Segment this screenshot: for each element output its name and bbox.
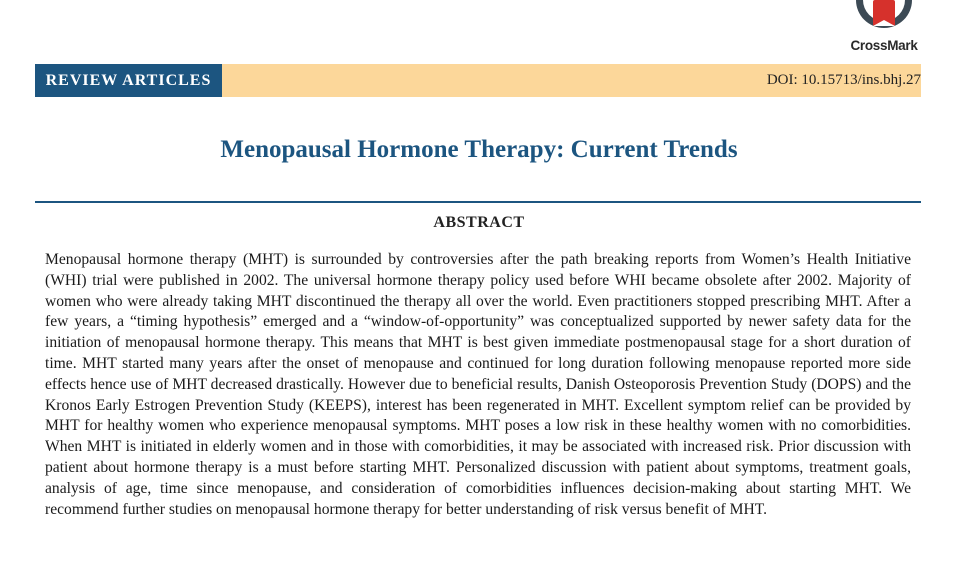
title-divider [35, 201, 921, 203]
crossmark-icon [854, 0, 914, 38]
crossmark-label: CrossMark [850, 38, 918, 53]
section-label: REVIEW ARTICLES [35, 64, 222, 97]
article-title: Menopausal Hormone Therapy: Current Trends [220, 136, 738, 163]
crossmark-badge[interactable] [846, 0, 922, 56]
doi-link[interactable]: DOI: 10.15713/ins.bhj.27 [766, 72, 921, 88]
abstract-text: Menopausal hormone therapy (MHT) is surrounded by controversies after the path breaking reports from Women’s Health Initiative (WHI) trial were published in 2002. The universal hormone therapy policy used before WHI became obsolete after 2002. Majority of women who were already taking MHT discontinued the therapy all over the world. Even practitioners stopped prescribing MHT. After a few years, a “timing hypothesis” emerged and a “window-of-opportunity” was conceptualized supported by newer safety data for the initiation of menopausal hormone therapy. This means that MHT is best given immediate postmenopausal stage for a short duration of time. MHT started many years after the onset of menopause and continued for long duration following menopause reported more side effects hence use of MHT decreased drastically. However due to beneficial results, Danish Osteoporosis Prevention Study (DOPS) and the Kronos Early Estrogen Prevention Study (KEEPS), interest has been regenerated in MHT. Excellent symptom relief can be provided by MHT for healthy women who experience menopausal symptoms. MHT poses a low risk in these healthy women with no comorbidities. When MHT is initiated in elderly women and in those with comorbidities, it may be associated with increased risk. Prior discussion with patient about hormone therapy is a must before starting MHT. Personalized discussion with patient about symptoms, treatment goals, analysis of age, time since menopause, and consideration of comorbidities influences decision-making about starting MHT. We recommend further studies on menopausal hormone therapy for better understanding of risk versus benefit of MHT. [45, 251, 911, 518]
abstract-heading: ABSTRACT [433, 214, 525, 231]
article-type-band [35, 64, 921, 97]
